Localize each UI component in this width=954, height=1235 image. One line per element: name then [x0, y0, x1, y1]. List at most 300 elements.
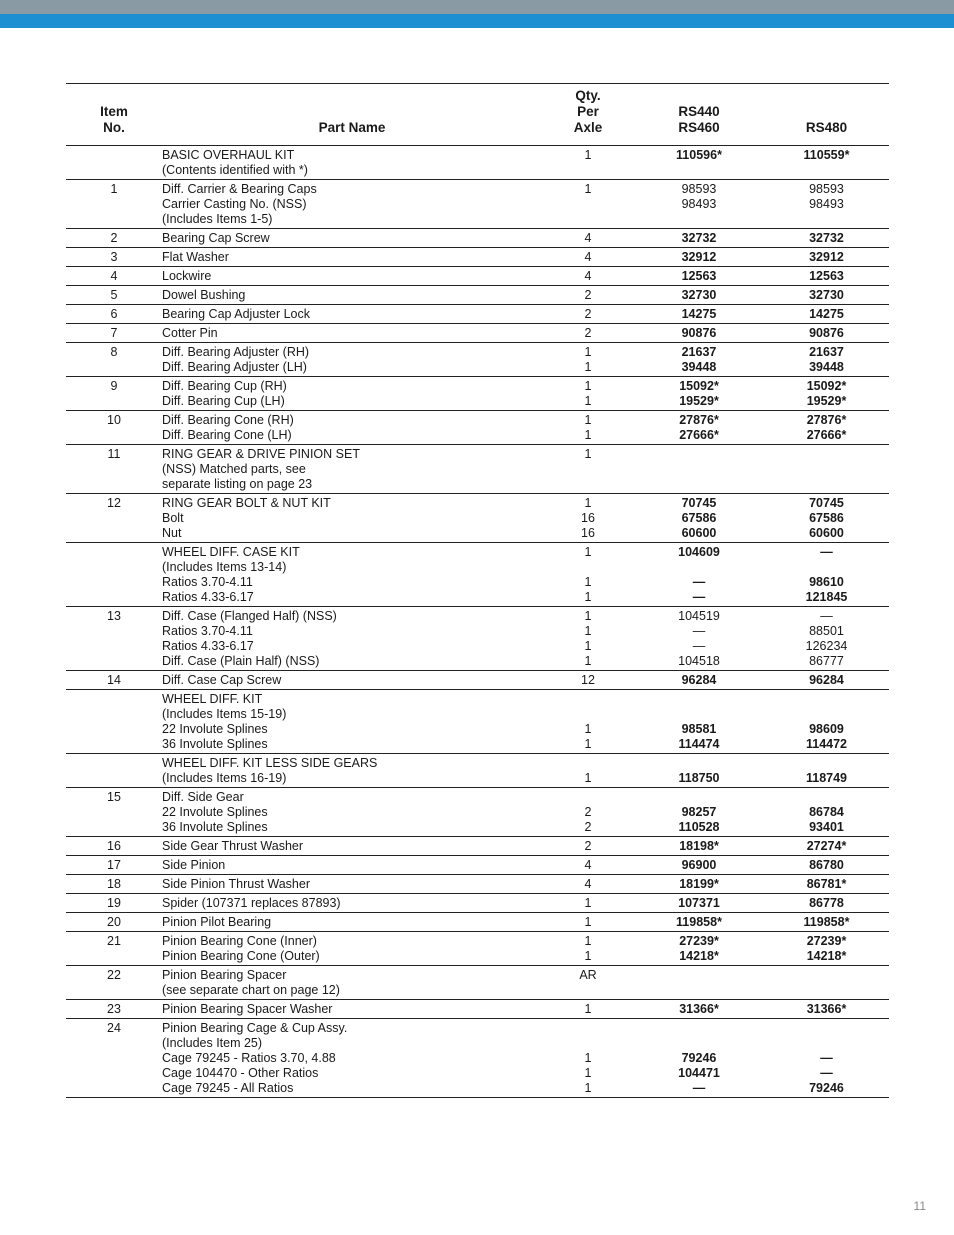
item-number-cell [66, 754, 162, 788]
part-name: RING GEAR BOLT & NUT KIT [162, 496, 331, 510]
part-number-rs480-cell [764, 690, 889, 754]
part-number-rs480: 31366* [806, 1002, 847, 1016]
part-name: Ratios 4.33-6.17 [162, 590, 254, 604]
table-row [66, 377, 889, 411]
part-number-rs440-rs460: — [692, 1081, 706, 1095]
part-name: Bolt [162, 511, 184, 525]
table-row [66, 894, 889, 913]
part-number-rs480 [764, 756, 889, 771]
part-number-rs440-rs460: 39448 [681, 360, 717, 374]
part-number-rs480: 15092* [806, 379, 847, 393]
qty-per-axle: 1 [584, 654, 592, 668]
parts-table-body [66, 146, 889, 1098]
item-number-cell [66, 377, 162, 411]
part-name-cell [162, 248, 542, 267]
part-number-rs440-rs460: 14275 [681, 307, 717, 321]
part-number-rs480: 110559* [803, 148, 850, 162]
part-number-rs440-rs460: 18198* [679, 839, 719, 853]
part-number-rs440-rs460-cell [634, 690, 764, 754]
part-name: (see separate chart on page 12) [162, 983, 340, 997]
qty-per-axle-cell [542, 543, 634, 607]
header-model-line: RS480 [805, 120, 848, 135]
header-part-name [162, 84, 542, 146]
part-name-cell [162, 671, 542, 690]
part-number-rs480-cell [764, 494, 889, 543]
header-item-line: No. [103, 120, 125, 135]
item-number: 18 [107, 877, 121, 891]
part-number-rs480-cell [764, 324, 889, 343]
part-number-rs440-rs460-cell [634, 875, 764, 894]
part-number-rs440-rs460: 12563 [681, 269, 717, 283]
part-number-rs480-cell [764, 837, 889, 856]
part-number-rs440-rs460: 104519 [678, 609, 720, 623]
part-number-rs480-cell [764, 754, 889, 788]
table-row [66, 856, 889, 875]
part-number-rs440-rs460: 60600 [681, 526, 717, 540]
table-row [66, 932, 889, 966]
qty-per-axle: 1 [584, 360, 592, 374]
part-name: Diff. Bearing Adjuster (RH) [162, 345, 310, 359]
item-number-cell [66, 875, 162, 894]
part-number-rs440-rs460-cell [634, 671, 764, 690]
qty-per-axle: 1 [584, 639, 592, 653]
part-number-rs480: 114472 [805, 737, 848, 751]
part-name-cell [162, 494, 542, 543]
qty-per-axle-cell [542, 754, 634, 788]
part-number-rs480-cell [764, 286, 889, 305]
header-band-blue [0, 14, 954, 28]
part-number-rs480: 98493 [809, 197, 844, 211]
part-number-rs480-cell [764, 932, 889, 966]
part-number-rs440-rs460: 27666* [679, 428, 719, 442]
part-number-rs480-cell [764, 146, 889, 180]
table-row [66, 1019, 889, 1098]
part-name-cell [162, 229, 542, 248]
part-number-rs480 [764, 447, 889, 462]
qty-per-axle-cell [542, 966, 634, 1000]
part-name: WHEEL DIFF. KIT LESS SIDE GEARS [162, 756, 378, 770]
part-name-cell [162, 894, 542, 913]
part-name: Pinion Bearing Cone (Inner) [162, 934, 317, 948]
table-row [66, 146, 889, 180]
item-number: 20 [107, 915, 121, 929]
item-number-cell [66, 788, 162, 837]
qty-per-axle-cell [542, 894, 634, 913]
table-row [66, 543, 889, 607]
table-row [66, 267, 889, 286]
qty-per-axle [542, 692, 634, 707]
part-number-rs480: 86778 [809, 896, 844, 910]
part-name-cell [162, 180, 542, 229]
header-rs480 [764, 84, 889, 146]
qty-per-axle [542, 560, 634, 575]
part-name: Ratios 3.70-4.11 [162, 575, 253, 589]
qty-per-axle-cell [542, 1000, 634, 1019]
part-number-rs440-rs460: 107371 [678, 896, 720, 910]
qty-per-axle: 1 [584, 624, 592, 638]
part-number-rs440-rs460-cell [634, 248, 764, 267]
part-name: Diff. Bearing Cone (LH) [162, 428, 292, 442]
qty-per-axle-cell [542, 324, 634, 343]
part-name-cell [162, 837, 542, 856]
item-number-cell [66, 1000, 162, 1019]
qty-per-axle: 1 [584, 1051, 592, 1065]
header-qty-line: Qty. [575, 88, 601, 103]
item-number: 2 [110, 231, 118, 245]
part-number-rs440-rs460-cell [634, 837, 764, 856]
table-row [66, 248, 889, 267]
item-number-cell [66, 932, 162, 966]
part-name-cell [162, 1000, 542, 1019]
part-number-rs480 [764, 692, 889, 707]
qty-per-axle: 1 [584, 345, 592, 359]
part-number-rs440-rs460-cell [634, 411, 764, 445]
part-name-cell [162, 286, 542, 305]
part-number-rs480-cell [764, 607, 889, 671]
part-number-rs440-rs460: 27239* [679, 934, 719, 948]
part-number-rs480: 27876* [806, 413, 847, 427]
table-row [66, 875, 889, 894]
item-number: 22 [107, 968, 121, 982]
qty-per-axle-cell [542, 671, 634, 690]
qty-per-axle-cell [542, 875, 634, 894]
qty-per-axle: 16 [581, 511, 595, 525]
qty-per-axle-cell [542, 180, 634, 229]
part-name: Diff. Case (Flanged Half) (NSS) [162, 609, 337, 623]
header-qty-line: Axle [573, 120, 603, 135]
part-number-rs440-rs460 [634, 790, 764, 805]
item-number: 24 [107, 1021, 121, 1035]
qty-per-axle: 1 [584, 575, 592, 589]
qty-per-axle: 1 [584, 545, 592, 559]
item-number-cell [66, 411, 162, 445]
qty-per-axle: 4 [584, 858, 592, 872]
part-number-rs440-rs460-cell [634, 966, 764, 1000]
part-number-rs440-rs460-cell [634, 788, 764, 837]
part-number-rs440-rs460: 32732 [681, 231, 717, 245]
part-number-rs440-rs460: 96284 [681, 673, 717, 687]
part-name: Ratios 4.33-6.17 [162, 639, 254, 653]
part-number-rs440-rs460: 70745 [681, 496, 717, 510]
part-number-rs480: 118749 [805, 771, 848, 785]
header-band-gray [0, 0, 954, 14]
qty-per-axle-cell [542, 267, 634, 286]
qty-per-axle: 1 [584, 771, 592, 785]
part-number-rs480: 60600 [809, 526, 844, 540]
part-number-rs440-rs460: 32912 [681, 250, 717, 264]
qty-per-axle-cell [542, 690, 634, 754]
part-number-rs440-rs460-cell [634, 305, 764, 324]
qty-per-axle-cell [542, 856, 634, 875]
item-number-cell [66, 494, 162, 543]
part-number-rs480: 90876 [809, 326, 844, 340]
part-name-cell [162, 875, 542, 894]
part-number-rs480: 121845 [805, 590, 848, 604]
qty-per-axle: 2 [584, 307, 592, 321]
qty-per-axle [542, 790, 634, 805]
item-number: 23 [107, 1002, 121, 1016]
part-number-rs480-cell [764, 229, 889, 248]
part-name: Diff. Bearing Cup (RH) [162, 379, 287, 393]
part-name: RING GEAR & DRIVE PINION SET [162, 447, 360, 461]
part-number-rs440-rs460-cell [634, 286, 764, 305]
part-name: Diff. Carrier & Bearing Caps [162, 182, 317, 196]
part-name-cell [162, 445, 542, 494]
item-number-cell [66, 248, 162, 267]
part-number-rs480 [764, 707, 889, 722]
part-name-cell [162, 966, 542, 1000]
qty-per-axle: 2 [584, 805, 592, 819]
qty-per-axle: 1 [584, 896, 592, 910]
part-number-rs440-rs460: 118750 [678, 771, 720, 785]
item-number [66, 545, 162, 560]
part-number-rs480 [764, 968, 889, 983]
header-item-line: Item [100, 104, 128, 119]
header-model-line: RS460 [678, 120, 720, 135]
item-number: 7 [110, 326, 118, 340]
part-number-rs480: 39448 [809, 360, 844, 374]
table-row [66, 494, 889, 543]
part-name: BASIC OVERHAUL KIT [162, 148, 295, 162]
table-row [66, 754, 889, 788]
qty-per-axle-cell [542, 788, 634, 837]
item-number [66, 148, 162, 163]
part-number-rs480: 21637 [809, 345, 844, 359]
item-number: 8 [110, 345, 118, 359]
part-number-rs440-rs460: 32730 [681, 288, 717, 302]
qty-per-axle-cell [542, 305, 634, 324]
part-number-rs440-rs460 [634, 447, 764, 462]
part-number-rs440-rs460: 79246 [681, 1051, 717, 1065]
table-row [66, 411, 889, 445]
part-name: 36 Involute Splines [162, 820, 268, 834]
item-number-cell [66, 913, 162, 932]
part-number-rs440-rs460: 96900 [681, 858, 717, 872]
part-number-rs440-rs460 [634, 756, 764, 771]
part-number-rs480: 93401 [809, 820, 844, 834]
table-row [66, 305, 889, 324]
part-name: Side Gear Thrust Washer [162, 839, 304, 853]
part-number-rs480-cell [764, 343, 889, 377]
part-number-rs480-cell [764, 180, 889, 229]
part-number-rs480: 27666* [806, 428, 847, 442]
part-number-rs440-rs460: — [692, 624, 706, 638]
part-number-rs440-rs460: 90876 [681, 326, 717, 340]
part-name: Spider (107371 replaces 87893) [162, 896, 341, 910]
part-name-cell [162, 324, 542, 343]
page-number: 11 [913, 1199, 926, 1213]
qty-per-axle-cell [542, 146, 634, 180]
part-number-rs440-rs460: 104609 [678, 545, 720, 559]
part-number-rs480: 98609 [809, 722, 844, 736]
qty-per-axle: 1 [584, 737, 592, 751]
part-number-rs440-rs460-cell [634, 377, 764, 411]
part-number-rs480: — [820, 1051, 833, 1065]
qty-per-axle-cell [542, 494, 634, 543]
part-number-rs480: 70745 [809, 496, 844, 510]
part-name: Pinion Pilot Bearing [162, 915, 272, 929]
part-number-rs480-cell [764, 377, 889, 411]
item-number-cell [66, 671, 162, 690]
part-number-rs440-rs460 [634, 707, 764, 722]
qty-per-axle: 1 [584, 934, 592, 948]
qty-per-axle: 1 [584, 379, 592, 393]
part-name: Bearing Cap Screw [162, 231, 270, 245]
qty-per-axle: 1 [584, 394, 592, 408]
part-number-rs480: — [820, 1066, 833, 1080]
qty-per-axle: 1 [584, 413, 592, 427]
part-name: Pinion Bearing Cage & Cup Assy. [162, 1021, 348, 1035]
part-name-cell [162, 932, 542, 966]
part-number-rs440-rs460-cell [634, 913, 764, 932]
item-number [66, 756, 162, 771]
part-number-rs440-rs460: — [692, 590, 706, 604]
part-number-rs440-rs460: 110528 [678, 820, 720, 834]
qty-per-axle-cell [542, 229, 634, 248]
part-number-rs440-rs460: 104518 [678, 654, 720, 668]
part-name-cell [162, 1019, 542, 1098]
part-number-rs440-rs460-cell [634, 932, 764, 966]
qty-per-axle: 1 [584, 949, 592, 963]
header-part-name-label: Part Name [318, 120, 386, 135]
part-number-rs440-rs460: 21637 [681, 345, 717, 359]
qty-per-axle: 2 [584, 820, 592, 834]
qty-per-axle-cell [542, 607, 634, 671]
part-number-rs440-rs460-cell [634, 146, 764, 180]
part-number-rs440-rs460 [634, 560, 764, 575]
part-name: (Includes Items 13-14) [162, 560, 287, 574]
part-number-rs440-rs460: 19529* [679, 394, 719, 408]
part-name: Diff. Bearing Cone (RH) [162, 413, 294, 427]
item-number-cell [66, 1019, 162, 1098]
part-number-rs440-rs460: — [692, 575, 706, 589]
part-name: Pinion Bearing Spacer [162, 968, 287, 982]
part-number-rs480-cell [764, 1000, 889, 1019]
item-number-cell [66, 856, 162, 875]
part-number-rs440-rs460: 114474 [678, 737, 720, 751]
part-name: Diff. Case (Plain Half) (NSS) [162, 654, 320, 668]
part-name: Diff. Bearing Cup (LH) [162, 394, 285, 408]
part-number-rs480 [764, 790, 889, 805]
table-row [66, 788, 889, 837]
part-name-cell [162, 856, 542, 875]
part-number-rs440-rs460-cell [634, 543, 764, 607]
qty-per-axle: 1 [584, 1081, 592, 1095]
part-name: Lockwire [162, 269, 212, 283]
qty-per-axle-cell [542, 837, 634, 856]
part-number-rs480: 88501 [809, 624, 844, 638]
part-name-cell [162, 754, 542, 788]
part-name: Cage 104470 - Other Ratios [162, 1066, 319, 1080]
part-number-rs440-rs460-cell [634, 229, 764, 248]
qty-per-axle-cell [542, 932, 634, 966]
qty-per-axle: 1 [584, 1066, 592, 1080]
part-number-rs440-rs460: 18199* [679, 877, 719, 891]
item-number: 11 [107, 447, 121, 461]
part-number-rs440-rs460-cell [634, 445, 764, 494]
part-number-rs440-rs460-cell [634, 607, 764, 671]
part-number-rs480: — [820, 609, 833, 623]
part-number-rs480: — [820, 545, 833, 559]
item-number-cell [66, 966, 162, 1000]
qty-per-axle: 1 [584, 447, 592, 461]
part-number-rs440-rs460: 98593 [681, 182, 717, 196]
item-number: 12 [107, 496, 121, 510]
part-number-rs480: 96284 [809, 673, 844, 687]
part-number-rs480: 98610 [809, 575, 844, 589]
item-number: 5 [110, 288, 118, 302]
part-number-rs440-rs460 [634, 968, 764, 983]
part-name: Diff. Case Cap Screw [162, 673, 282, 687]
table-row [66, 286, 889, 305]
part-number-rs440-rs460 [634, 1021, 764, 1036]
item-number: 14 [107, 673, 121, 687]
item-number-cell [66, 690, 162, 754]
part-name-cell [162, 690, 542, 754]
table-row [66, 343, 889, 377]
header-qty-line: Per [577, 104, 599, 119]
part-name: (Contents identified with *) [162, 163, 308, 177]
part-name-cell [162, 377, 542, 411]
part-number-rs480: 32732 [809, 231, 844, 245]
part-number-rs440-rs460-cell [634, 267, 764, 286]
part-number-rs480: 12563 [809, 269, 844, 283]
part-number-rs480: 19529* [806, 394, 847, 408]
item-number: 6 [110, 307, 118, 321]
part-number-rs440-rs460: 119858* [676, 915, 722, 929]
qty-per-axle: 4 [584, 269, 592, 283]
item-number: 17 [107, 858, 121, 872]
part-name-cell [162, 267, 542, 286]
part-number-rs480: 98593 [809, 182, 844, 196]
item-number: 10 [107, 413, 121, 427]
part-name-cell [162, 543, 542, 607]
part-number-rs440-rs460: 67586 [681, 511, 717, 525]
qty-per-axle [542, 707, 634, 722]
part-name-cell [162, 913, 542, 932]
part-name: Diff. Side Gear [162, 790, 244, 804]
part-number-rs480 [764, 1036, 889, 1051]
part-name: 36 Involute Splines [162, 737, 268, 751]
item-number: 19 [107, 896, 121, 910]
part-number-rs440-rs460: 98581 [681, 722, 717, 736]
qty-per-axle: 4 [584, 250, 592, 264]
part-number-rs480-cell [764, 894, 889, 913]
qty-per-axle: 1 [584, 609, 592, 623]
table-row [66, 837, 889, 856]
part-name: Pinion Bearing Spacer Washer [162, 1002, 333, 1016]
item-number-cell [66, 146, 162, 180]
item-number-cell [66, 180, 162, 229]
part-number-rs480-cell [764, 305, 889, 324]
part-number-rs440-rs460-cell [634, 1000, 764, 1019]
qty-per-axle: 1 [584, 182, 592, 196]
qty-per-axle [542, 1021, 634, 1036]
part-number-rs480: 86784 [809, 805, 844, 819]
part-number-rs480: 32730 [809, 288, 844, 302]
part-number-rs440-rs460-cell [634, 754, 764, 788]
part-number-rs440-rs460: 31366* [679, 1002, 719, 1016]
item-number [66, 692, 162, 707]
qty-per-axle: 4 [584, 877, 592, 891]
qty-per-axle [542, 1036, 634, 1051]
part-name-cell [162, 305, 542, 324]
part-number-rs480: 32912 [809, 250, 844, 264]
part-number-rs480-cell [764, 856, 889, 875]
part-number-rs440-rs460-cell [634, 1019, 764, 1098]
part-number-rs440-rs460: 104471 [678, 1066, 720, 1080]
header-rs440-rs460 [634, 84, 764, 146]
